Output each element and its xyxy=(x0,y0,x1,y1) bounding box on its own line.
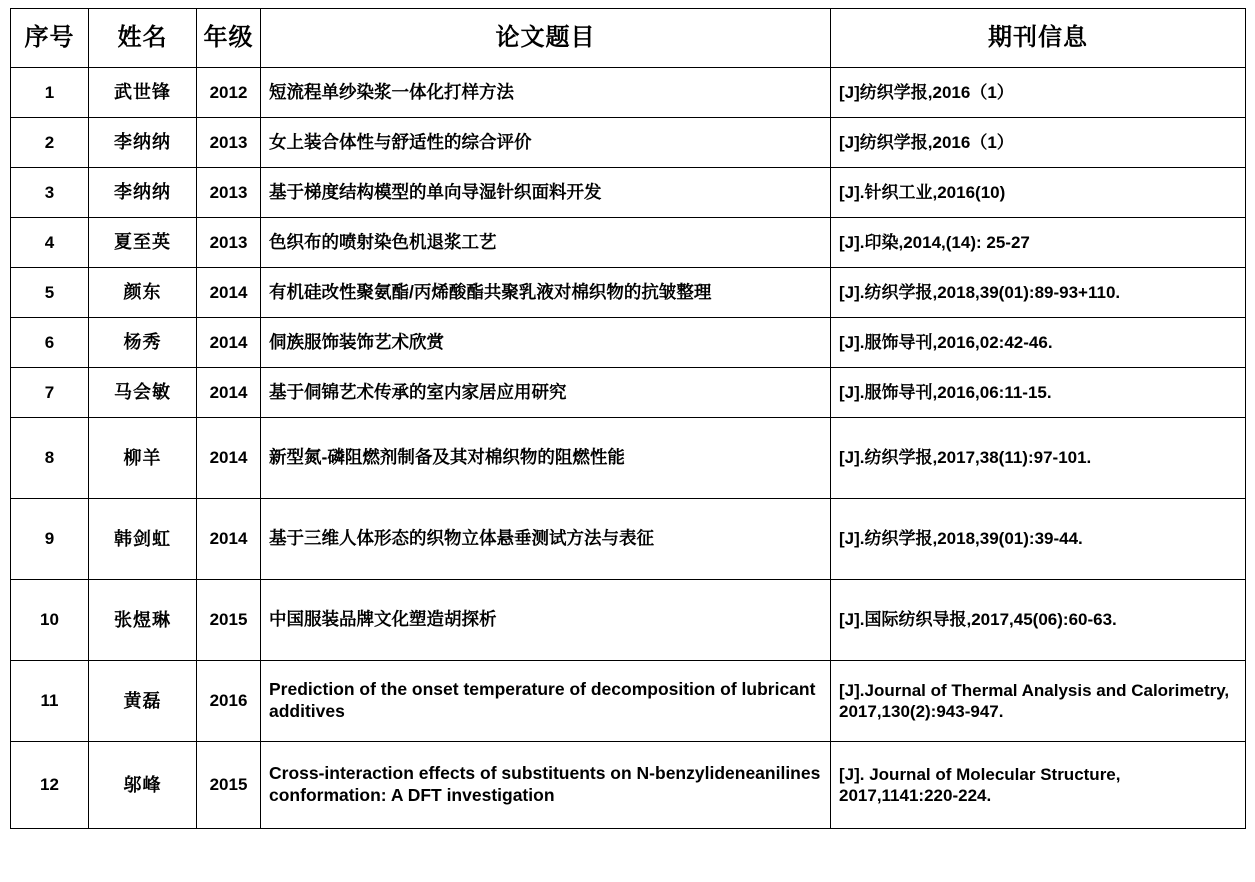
cell-index: 9 xyxy=(11,499,89,580)
table-header xyxy=(11,9,1246,68)
cell-index: 6 xyxy=(11,318,89,368)
cell-journal: [J].纺织学报,2018,39(01):39-44. xyxy=(831,499,1246,580)
cell-journal: [J].国际纺织导报,2017,45(06):60-63. xyxy=(831,580,1246,661)
cell-title: 中国服装品牌文化塑造胡探析 xyxy=(261,580,831,661)
table-row xyxy=(11,318,1246,368)
cell-journal: [J]纺织学报,2016（1） xyxy=(831,68,1246,118)
cell-name: 颜东 xyxy=(89,268,197,318)
cell-name: 李纳纳 xyxy=(89,168,197,218)
table-body xyxy=(11,68,1246,829)
table-row xyxy=(11,268,1246,318)
cell-grade: 2013 xyxy=(197,218,261,268)
cell-journal: [J]. Journal of Molecular Structure, 2017,1141:220-224. xyxy=(831,742,1246,829)
cell-title: 基于侗锦艺术传承的室内家居应用研究 xyxy=(261,368,831,418)
cell-title: 短流程单纱染浆一体化打样方法 xyxy=(261,68,831,118)
column-header-journal: 期刊信息 xyxy=(831,9,1246,68)
cell-title: 基于三维人体形态的织物立体悬垂测试方法与表征 xyxy=(261,499,831,580)
cell-index: 12 xyxy=(11,742,89,829)
cell-title: 女上装合体性与舒适性的综合评价 xyxy=(261,118,831,168)
cell-index: 8 xyxy=(11,418,89,499)
table-row xyxy=(11,661,1246,742)
cell-index: 7 xyxy=(11,368,89,418)
cell-name: 杨秀 xyxy=(89,318,197,368)
cell-journal: [J].纺织学报,2017,38(11):97-101. xyxy=(831,418,1246,499)
cell-grade: 2014 xyxy=(197,368,261,418)
column-header-title: 论文题目 xyxy=(261,9,831,68)
cell-grade: 2014 xyxy=(197,268,261,318)
cell-grade: 2014 xyxy=(197,418,261,499)
table-row xyxy=(11,418,1246,499)
cell-name: 邬峰 xyxy=(89,742,197,829)
cell-index: 3 xyxy=(11,168,89,218)
cell-index: 2 xyxy=(11,118,89,168)
publications-table xyxy=(10,8,1246,829)
table-row xyxy=(11,168,1246,218)
cell-name: 李纳纳 xyxy=(89,118,197,168)
cell-name: 柳羊 xyxy=(89,418,197,499)
cell-name: 韩剑虹 xyxy=(89,499,197,580)
cell-index: 10 xyxy=(11,580,89,661)
cell-journal: [J].Journal of Thermal Analysis and Calorimetry, 2017,130(2):943-947. xyxy=(831,661,1246,742)
cell-title: 有机硅改性聚氨酯/丙烯酸酯共聚乳液对棉织物的抗皱整理 xyxy=(261,268,831,318)
table-row xyxy=(11,218,1246,268)
cell-journal: [J].服饰导刊,2016,02:42-46. xyxy=(831,318,1246,368)
table-row xyxy=(11,580,1246,661)
cell-title: 新型氮-磷阻燃剂制备及其对棉织物的阻燃性能 xyxy=(261,418,831,499)
cell-grade: 2016 xyxy=(197,661,261,742)
cell-journal: [J].服饰导刊,2016,06:11-15. xyxy=(831,368,1246,418)
cell-grade: 2013 xyxy=(197,168,261,218)
cell-name: 马会敏 xyxy=(89,368,197,418)
cell-title: 色织布的喷射染色机退浆工艺 xyxy=(261,218,831,268)
column-header-grade: 年级 xyxy=(197,9,261,68)
cell-grade: 2014 xyxy=(197,318,261,368)
cell-grade: 2012 xyxy=(197,68,261,118)
cell-journal: [J]纺织学报,2016（1） xyxy=(831,118,1246,168)
table-row xyxy=(11,118,1246,168)
cell-index: 4 xyxy=(11,218,89,268)
table-header-row xyxy=(11,9,1246,68)
table-row xyxy=(11,742,1246,829)
cell-journal: [J].针织工业,2016(10) xyxy=(831,168,1246,218)
cell-title: Cross-interaction effects of substituents on N-benzylideneanilines conformation: A DFT investigation xyxy=(261,742,831,829)
cell-name: 武世锋 xyxy=(89,68,197,118)
cell-title: Prediction of the onset temperature of decomposition of lubricant additives xyxy=(261,661,831,742)
table-row xyxy=(11,368,1246,418)
cell-title: 侗族服饰装饰艺术欣赏 xyxy=(261,318,831,368)
cell-grade: 2013 xyxy=(197,118,261,168)
cell-journal: [J].印染,2014,(14): 25-27 xyxy=(831,218,1246,268)
cell-name: 黄磊 xyxy=(89,661,197,742)
column-header-index: 序号 xyxy=(11,9,89,68)
cell-index: 11 xyxy=(11,661,89,742)
cell-grade: 2014 xyxy=(197,499,261,580)
cell-journal: [J].纺织学报,2018,39(01):89-93+110. xyxy=(831,268,1246,318)
cell-index: 5 xyxy=(11,268,89,318)
table-row xyxy=(11,499,1246,580)
cell-name: 张煜琳 xyxy=(89,580,197,661)
cell-title: 基于梯度结构模型的单向导湿针织面料开发 xyxy=(261,168,831,218)
cell-grade: 2015 xyxy=(197,580,261,661)
cell-name: 夏至英 xyxy=(89,218,197,268)
cell-grade: 2015 xyxy=(197,742,261,829)
column-header-name: 姓名 xyxy=(89,9,197,68)
table-row xyxy=(11,68,1246,118)
cell-index: 1 xyxy=(11,68,89,118)
